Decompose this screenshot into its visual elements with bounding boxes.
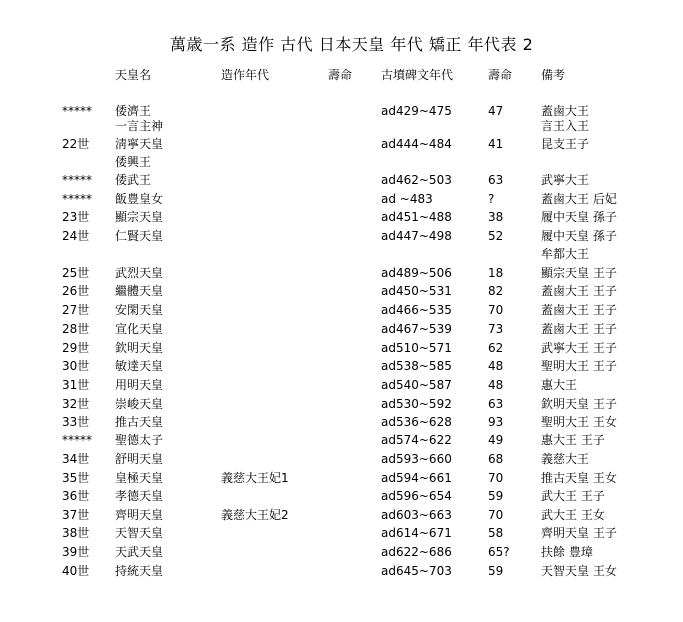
remarks-cell: 蓋鹵大王 王子 (541, 303, 617, 317)
lifespan-tomb-cell: 73 (488, 322, 504, 336)
emperor-name-cell: 推古天皇 (115, 415, 164, 429)
emperor-name-cell: 倭武王 (115, 173, 152, 187)
generation-cell: 25世 (62, 266, 90, 280)
created-era-cell: 義慈大王妃1 (221, 471, 289, 485)
emperor-name-cell: 用明天皇 (115, 378, 164, 392)
emperor-name-cell: 武烈天皇 (115, 266, 164, 280)
emperor-name-cell: 安閑天皇 (115, 303, 164, 317)
tomb-era-cell: ad536~628 (381, 415, 452, 429)
remarks-cell: 昆支王子 (541, 137, 590, 151)
emperor-name-cell: 孝德天皇 (115, 489, 164, 503)
tomb-era-cell: ad444~484 (381, 137, 452, 151)
generation-cell: ***** (62, 173, 92, 187)
generation-cell: ***** (62, 433, 92, 447)
tomb-era-cell: ad462~503 (381, 173, 452, 187)
remarks-cell: 扶餘 豊璋 (541, 545, 593, 559)
header-remarks: 備考 (541, 68, 566, 82)
emperor-name-cell: 天武天皇 (115, 545, 164, 559)
lifespan-tomb-cell: 63 (488, 173, 504, 187)
emperor-name-cell: 飯豊皇女 (115, 192, 164, 206)
remarks-cell: 履中天皇 孫子 (541, 210, 617, 224)
remarks-cell: 牟都大王 (541, 247, 590, 261)
lifespan-tomb-cell: 59 (488, 489, 504, 503)
remarks-cell: 武大王 王子 (541, 489, 605, 503)
generation-cell: 31世 (62, 378, 90, 392)
lifespan-tomb-cell: 49 (488, 433, 504, 447)
emperor-name-cell: 繼體天皇 (115, 284, 164, 298)
remarks-cell: 義慈大王 (541, 452, 590, 466)
emperor-name-cell: 顯宗天皇 (115, 210, 164, 224)
page-title: 萬歳一系 造作 古代 日本天皇 年代 矯正 年代表 2 (170, 35, 534, 54)
remarks-cell: 蓋鹵大王 王子 (541, 322, 617, 336)
remarks-cell: 惠大王 (541, 378, 578, 392)
lifespan-tomb-cell: 41 (488, 137, 504, 151)
emperor-name-cell: 欽明天皇 (115, 341, 164, 355)
generation-cell: 34世 (62, 452, 90, 466)
generation-cell: 35世 (62, 471, 90, 485)
generation-cell: 26世 (62, 284, 90, 298)
lifespan-tomb-cell: 59 (488, 564, 504, 578)
tomb-era-cell: ad530~592 (381, 397, 452, 411)
remarks-cell: 齊明天皇 王子 (541, 526, 617, 540)
tomb-era-cell: ad466~535 (381, 303, 452, 317)
emperor-name-cell: 淸寧天皇 (115, 137, 164, 151)
header-lifespan: 壽命 (328, 68, 353, 82)
remarks-cell: 推古天皇 王女 (541, 471, 617, 485)
emperor-name-cell: 一言主神 (115, 119, 164, 133)
emperor-name-cell: 倭興王 (115, 155, 152, 169)
remarks-cell: 武寧大王 王子 (541, 341, 617, 355)
remarks-cell: 武寧大王 (541, 173, 590, 187)
lifespan-tomb-cell: 82 (488, 284, 504, 298)
generation-cell: 24世 (62, 229, 90, 243)
emperor-name-cell: 皇極天皇 (115, 471, 164, 485)
remarks-cell: 履中天皇 孫子 (541, 229, 617, 243)
tomb-era-cell: ad451~488 (381, 210, 452, 224)
tomb-era-cell: ad603~663 (381, 508, 452, 522)
header-created-era: 造作年代 (221, 68, 270, 82)
generation-cell: 39世 (62, 545, 90, 559)
header-emperor-name: 天皇名 (115, 68, 152, 82)
lifespan-tomb-cell: 48 (488, 378, 504, 392)
lifespan-tomb-cell: 62 (488, 341, 504, 355)
emperor-name-cell: 敏達天皇 (115, 359, 164, 373)
emperor-name-cell: 齊明天皇 (115, 508, 164, 522)
remarks-cell: 惠大王 王子 (541, 433, 605, 447)
lifespan-tomb-cell: 18 (488, 266, 504, 280)
tomb-era-cell: ad ~483 (381, 192, 433, 206)
tomb-era-cell: ad467~539 (381, 322, 452, 336)
generation-cell: ***** (62, 104, 92, 118)
remarks-cell: 蓋鹵大王 (541, 104, 590, 118)
remarks-cell: 天智天皇 王女 (541, 564, 617, 578)
lifespan-tomb-cell: 70 (488, 303, 504, 317)
tomb-era-cell: ad593~660 (381, 452, 452, 466)
lifespan-tomb-cell: 65? (488, 545, 510, 559)
header-lifespan-tomb: 壽命 (488, 68, 513, 82)
lifespan-tomb-cell: 47 (488, 104, 504, 118)
lifespan-tomb-cell: 68 (488, 452, 504, 466)
emperor-name-cell: 宣化天皇 (115, 322, 164, 336)
tomb-era-cell: ad510~571 (381, 341, 452, 355)
tomb-era-cell: ad645~703 (381, 564, 452, 578)
emperor-name-cell: 天智天皇 (115, 526, 164, 540)
lifespan-tomb-cell: 38 (488, 210, 504, 224)
generation-cell: 30世 (62, 359, 90, 373)
lifespan-tomb-cell: 63 (488, 397, 504, 411)
generation-cell: 33世 (62, 415, 90, 429)
tomb-era-cell: ad614~671 (381, 526, 452, 540)
emperor-name-cell: 仁賢天皇 (115, 229, 164, 243)
lifespan-tomb-cell: 70 (488, 508, 504, 522)
generation-cell: 36世 (62, 489, 90, 503)
created-era-cell: 義慈大王妃2 (221, 508, 289, 522)
generation-cell: 23世 (62, 210, 90, 224)
generation-cell: 37世 (62, 508, 90, 522)
tomb-era-cell: ad447~498 (381, 229, 452, 243)
remarks-cell: 蓋鹵大王 后妃 (541, 192, 617, 206)
generation-cell: 27世 (62, 303, 90, 317)
lifespan-tomb-cell: 93 (488, 415, 504, 429)
generation-cell: 40世 (62, 564, 90, 578)
remarks-cell: 武大王 王女 (541, 508, 605, 522)
tomb-era-cell: ad429~475 (381, 104, 452, 118)
tomb-era-cell: ad594~661 (381, 471, 452, 485)
tomb-era-cell: ad596~654 (381, 489, 452, 503)
remarks-cell: 言王入王 (541, 119, 590, 133)
tomb-era-cell: ad574~622 (381, 433, 452, 447)
tomb-era-cell: ad622~686 (381, 545, 452, 559)
generation-cell: ***** (62, 192, 92, 206)
header-tomb-inscription-era: 古墳碑文年代 (381, 68, 454, 82)
generation-cell: 29世 (62, 341, 90, 355)
generation-cell: 28世 (62, 322, 90, 336)
emperor-name-cell: 倭濟王 (115, 104, 152, 118)
emperor-name-cell: 持統天皇 (115, 564, 164, 578)
remarks-cell: 欽明天皇 王子 (541, 397, 617, 411)
emperor-name-cell: 聖德太子 (115, 433, 164, 447)
generation-cell: 32世 (62, 397, 90, 411)
lifespan-tomb-cell: 58 (488, 526, 504, 540)
emperor-name-cell: 舒明天皇 (115, 452, 164, 466)
emperor-name-cell: 崇峻天皇 (115, 397, 164, 411)
lifespan-tomb-cell: 70 (488, 471, 504, 485)
remarks-cell: 聖明大王 王子 (541, 359, 617, 373)
tomb-era-cell: ad538~585 (381, 359, 452, 373)
remarks-cell: 聖明大王 王女 (541, 415, 617, 429)
tomb-era-cell: ad540~587 (381, 378, 452, 392)
lifespan-tomb-cell: 52 (488, 229, 504, 243)
generation-cell: 38世 (62, 526, 90, 540)
generation-cell: 22世 (62, 137, 90, 151)
tomb-era-cell: ad489~506 (381, 266, 452, 280)
lifespan-tomb-cell: 48 (488, 359, 504, 373)
remarks-cell: 蓋鹵大王 王子 (541, 284, 617, 298)
lifespan-tomb-cell: ? (488, 192, 495, 206)
tomb-era-cell: ad450~531 (381, 284, 452, 298)
remarks-cell: 顯宗天皇 王子 (541, 266, 617, 280)
